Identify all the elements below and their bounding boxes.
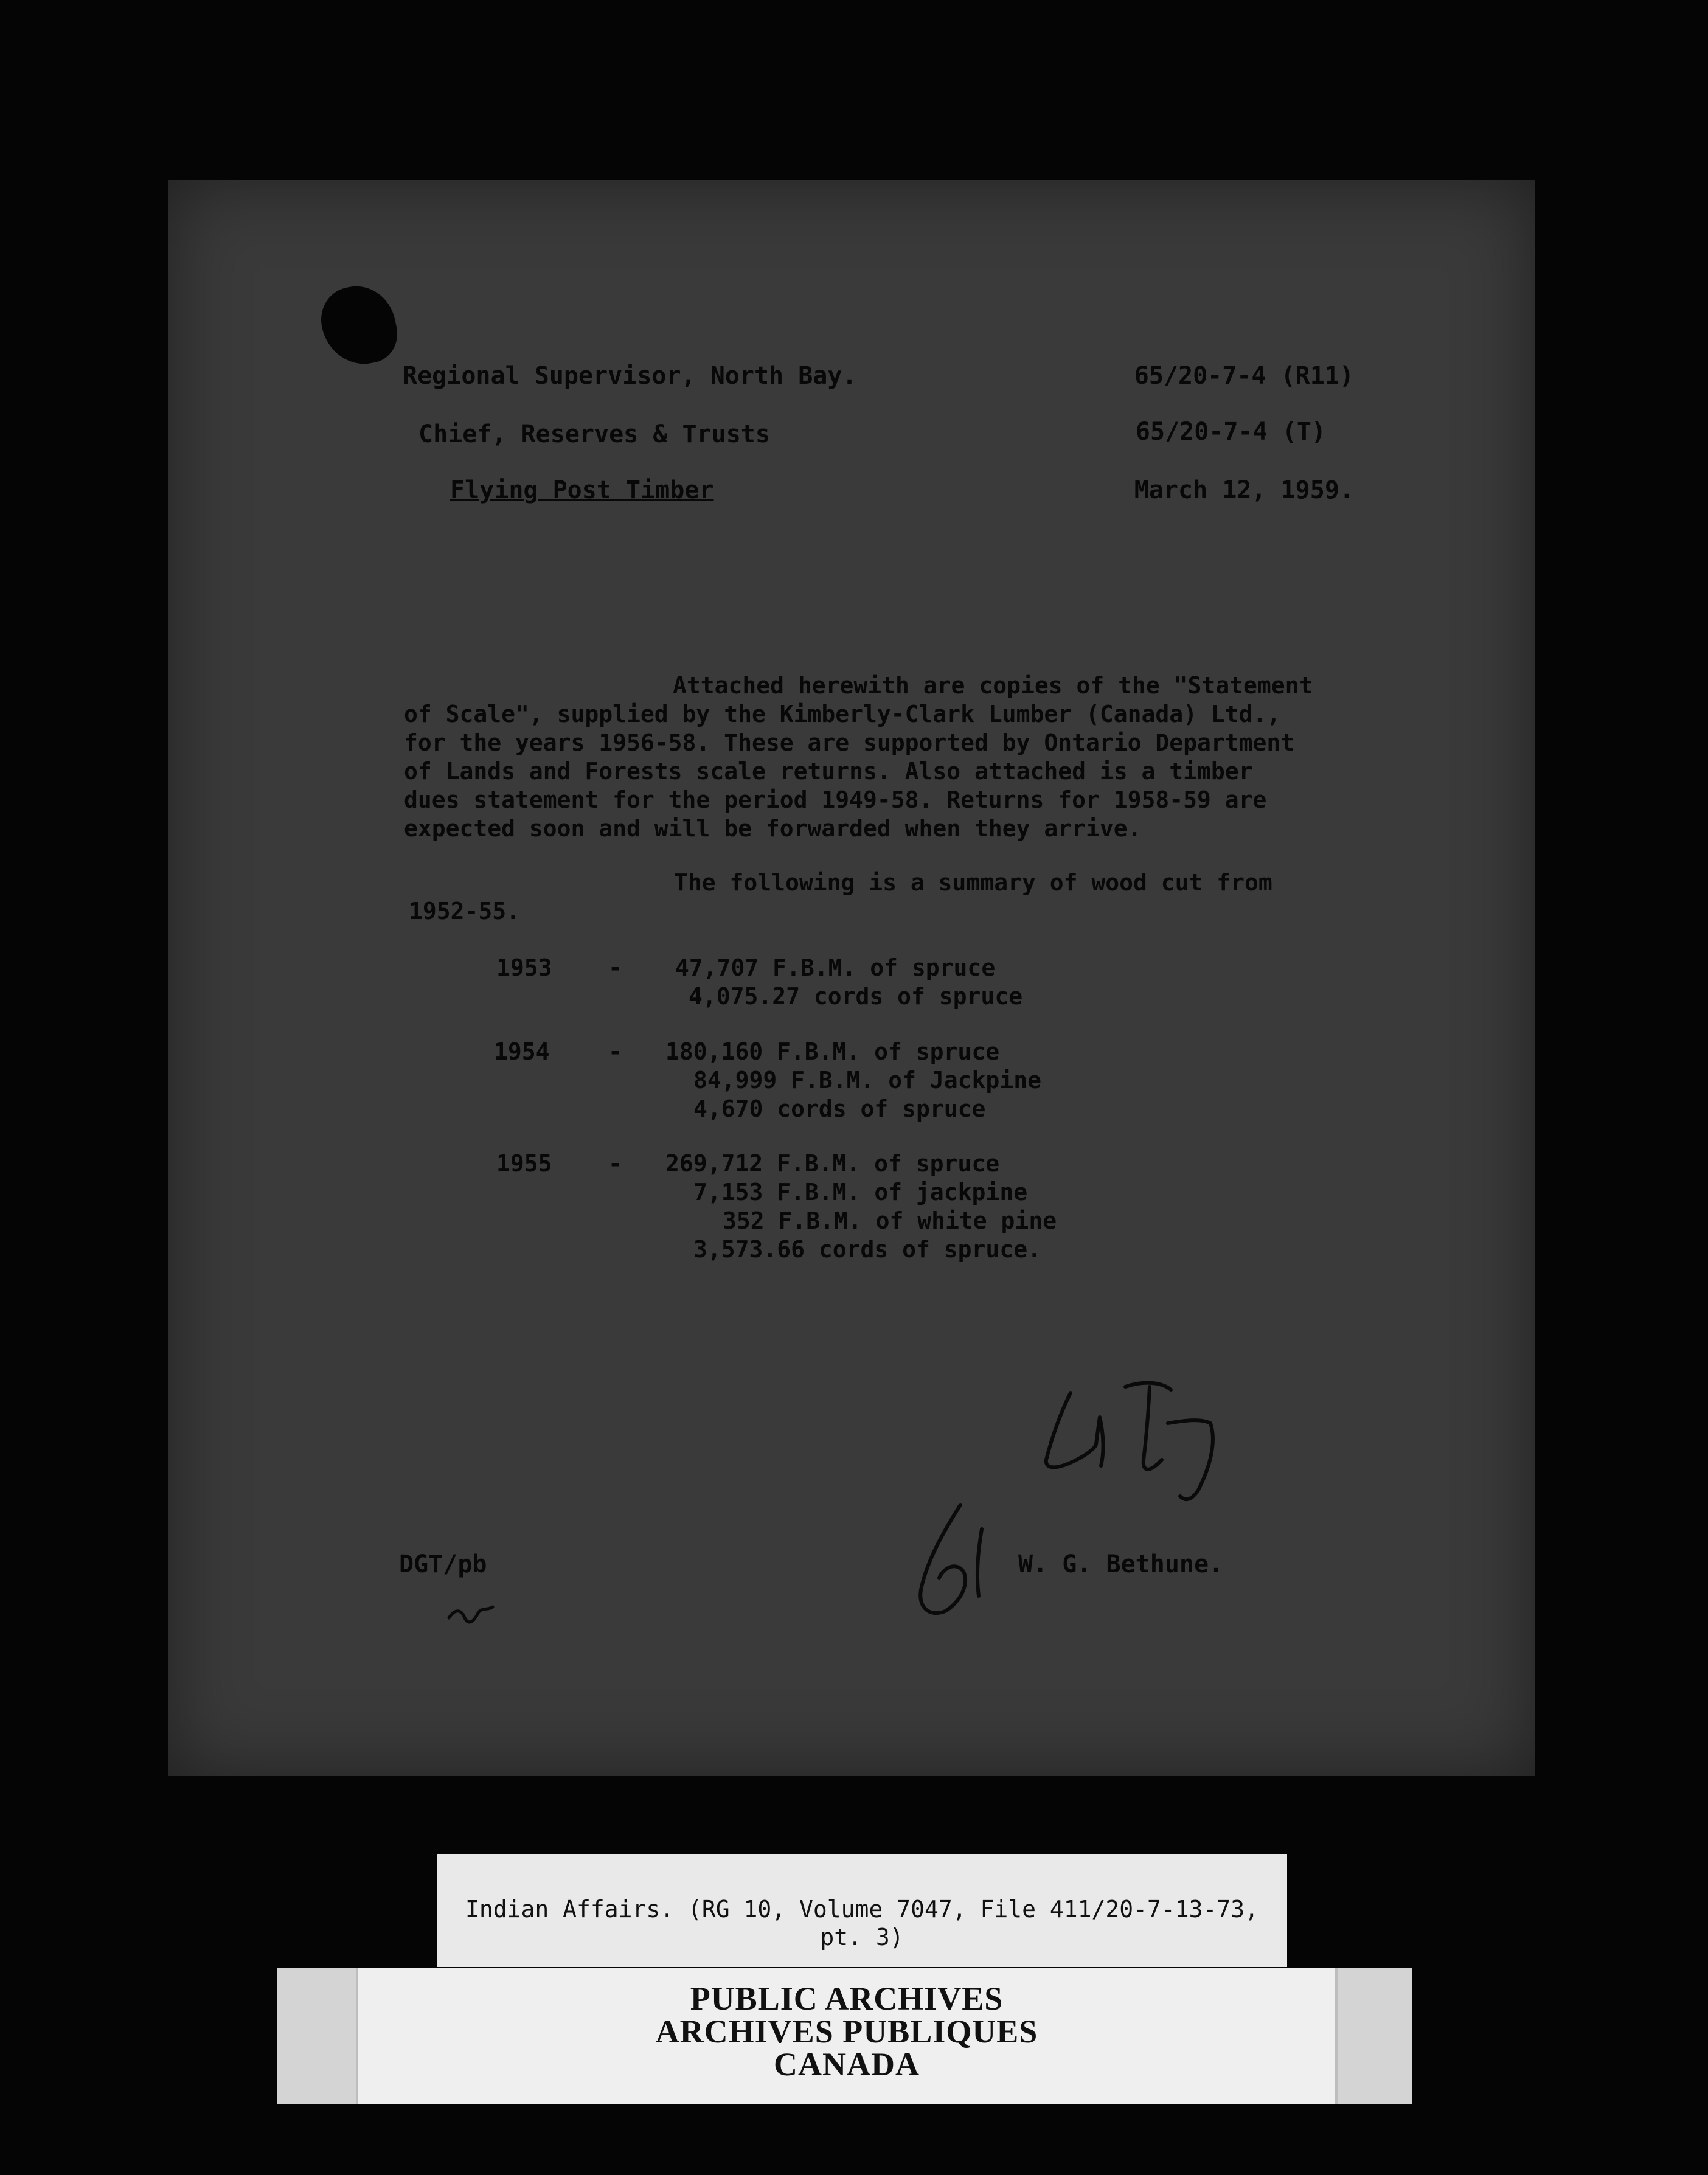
body-paragraph-1 bbox=[404, 671, 1353, 843]
summary-item: 47,707 F.B.M. of spruce bbox=[675, 954, 996, 981]
summary-year-1955: 1955 bbox=[496, 1150, 552, 1177]
citation-line-2: pt. 3) bbox=[820, 1924, 904, 1951]
summary-dash: - bbox=[608, 1038, 622, 1065]
memo-date: March 12, 1959. bbox=[1134, 476, 1354, 504]
typist-initials: DGT/pb bbox=[399, 1550, 487, 1578]
summary-item: 180,160 F.B.M. of spruce bbox=[665, 1038, 1000, 1065]
signatory-name: W. G. Bethune. bbox=[1018, 1550, 1224, 1578]
archives-stamp-strip bbox=[277, 1968, 1412, 2104]
archives-stamp bbox=[356, 1968, 1338, 2104]
summary-item: 7,153 F.B.M. of jackpine bbox=[693, 1179, 1028, 1205]
body-line: of Lands and Forests scale returns. Also attached is a timber bbox=[404, 758, 1253, 785]
summary-items-1953 bbox=[669, 954, 1095, 1011]
stamp-line-1: PUBLIC ARCHIVES bbox=[690, 1980, 1004, 2017]
citation-line-1: Indian Affairs. (RG 10, Volume 7047, File 411/20-7-13-73, bbox=[465, 1896, 1259, 1923]
summary-item: 4,670 cords of spruce bbox=[693, 1095, 986, 1122]
memo-from: Chief, Reserves & Trusts bbox=[418, 420, 770, 448]
summary-items-1954 bbox=[665, 1038, 1091, 1123]
handwritten-squiggle bbox=[444, 1600, 499, 1630]
body-line: 1952-55. bbox=[409, 898, 521, 924]
body-paragraph-2 bbox=[409, 869, 1358, 926]
summary-year-1954: 1954 bbox=[494, 1038, 550, 1065]
summary-item: 4,075.27 cords of spruce bbox=[689, 983, 1023, 1010]
handwritten-signature bbox=[1028, 1368, 1271, 1508]
summary-items-1955 bbox=[665, 1150, 1128, 1264]
archive-citation-label bbox=[437, 1854, 1287, 1967]
stamp-line-3: CANADA bbox=[774, 2046, 920, 2083]
memo-ref-1: 65/20-7-4 (R11) bbox=[1134, 362, 1354, 390]
stamp-line-2: ARCHIVES PUBLIQUES bbox=[655, 2013, 1038, 2050]
body-line: dues statement for the period 1949-58. Returns for 1958-59 are bbox=[404, 786, 1267, 813]
memo-subject: Flying Post Timber bbox=[450, 476, 714, 504]
summary-dash: - bbox=[608, 1150, 622, 1177]
body-line: of Scale", supplied by the Kimberly-Clark Lumber (Canada) Ltd., bbox=[404, 701, 1281, 727]
handwritten-initial bbox=[903, 1493, 1018, 1626]
summary-item: 352 F.B.M. of white pine bbox=[723, 1207, 1057, 1234]
memo-to: Regional Supervisor, North Bay. bbox=[403, 362, 857, 390]
summary-dash: - bbox=[608, 954, 622, 981]
body-line: Attached herewith are copies of the "Statement bbox=[673, 672, 1313, 699]
summary-item: 84,999 F.B.M. of Jackpine bbox=[693, 1067, 1041, 1094]
body-line: The following is a summary of wood cut from bbox=[674, 869, 1272, 896]
memo-ref-2: 65/20-7-4 (T) bbox=[1135, 418, 1326, 446]
body-line: expected soon and will be forwarded when they arrive. bbox=[404, 815, 1142, 842]
summary-item: 3,573.66 cords of spruce. bbox=[693, 1236, 1041, 1263]
body-line: for the years 1956-58. These are supported by Ontario Department bbox=[404, 729, 1295, 756]
summary-year-1953: 1953 bbox=[496, 954, 552, 981]
summary-item: 269,712 F.B.M. of spruce bbox=[665, 1150, 1000, 1177]
